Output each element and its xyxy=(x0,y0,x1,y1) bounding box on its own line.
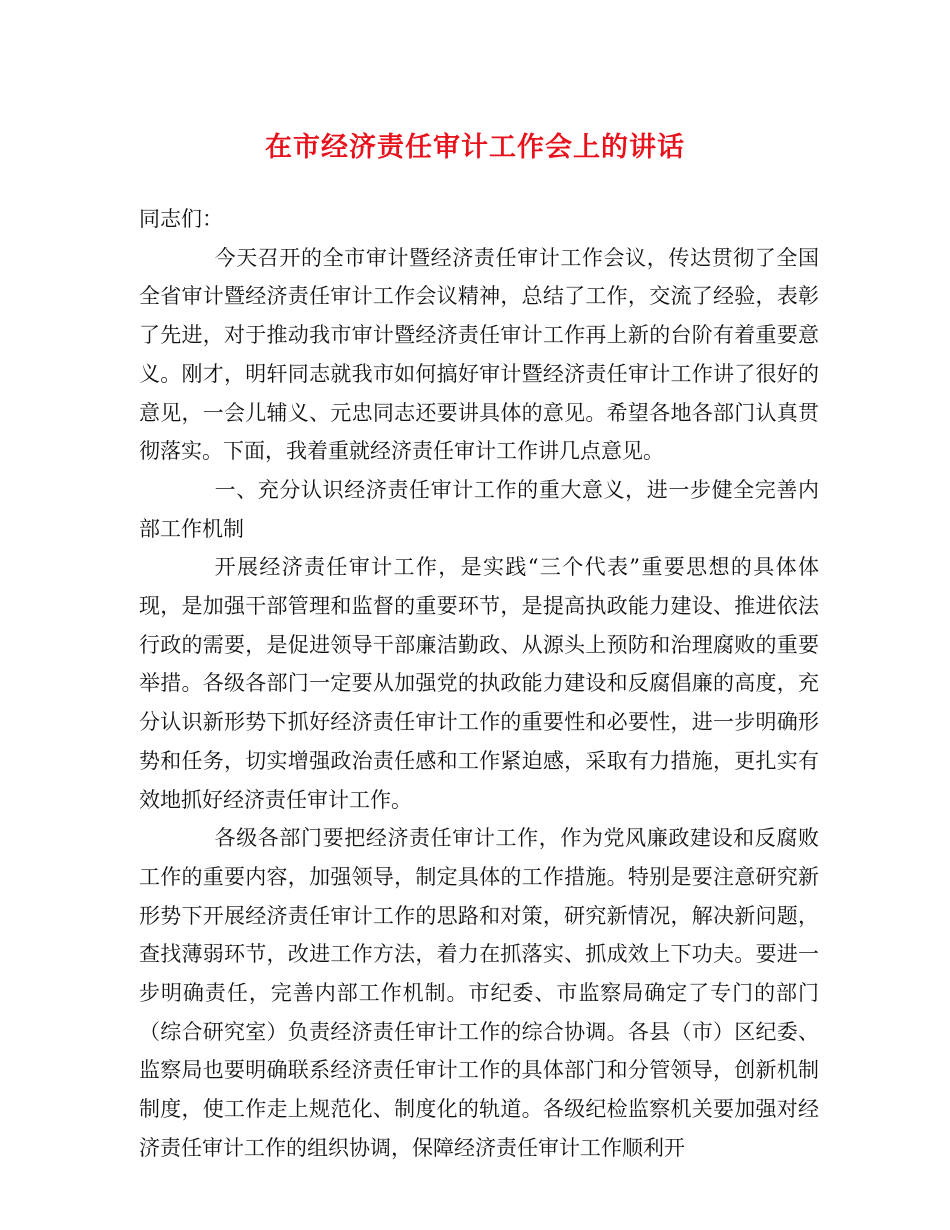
document-body xyxy=(139,200,819,1168)
paragraph-mechanism: 各级各部门要把经济责任审计工作，作为党风廉政建设和反腐败工作的重要内容，加强领导，制定具体的工作措施。特别是要注意研究新形势下开展经济责任审计工作的思路和对策，研究新情况，解决新问题，查找薄弱环节，改进工作方法，着力在抓落实、抓成效上下功夫。要进一步明确责任，完善内部工作机制。市纪委、市监察局确定了专门的部门（综合研究室）负责经济责任审计工作的综合协调。各县（市）区纪委、监察局也要明确联系经济责任审计工作的具体部门和分管领导，创新机制制度，使工作走上规范化、制度化的轨道。各级纪检监察机关要加强对经济责任审计工作的组织协调，保障经济责任审计工作顺利开 xyxy=(139,826,819,1160)
paragraph-intro: 今天召开的全市审计暨经济责任审计工作会议，传达贯彻了全国全省审计暨经济责任审计工作会议精神，总结了工作，交流了经验，表彰了先进，对于推动我市审计暨经济责任审计工作再上新的台阶有着重要意义。刚才，明轩同志就我市如何搞好审计暨经济责任审计工作讲了很好的意见，一会儿辅义、元忠同志还要讲具体的意见。希望各地各部门认真贯彻落实。下面，我着重就经济责任审计工作讲几点意见。 xyxy=(139,245,819,464)
section-heading-1: 一、充分认识经济责任审计工作的重大意义，进一步健全完善内部工作机制 xyxy=(139,477,819,541)
paragraph-significance: 开展经济责任审计工作，是实践“三个代表”重要思想的具体体现，是加强干部管理和监督的重要环节，是提高执政能力建设、推进依法行政的需要，是促进领导干部廉洁勤政、从源头上预防和治理腐败的重要举措。各级各部门一定要从加强党的执政能力建设和反腐倡廉的高度，充分认识新形势下抓好经济责任审计工作的重要性和必要性，进一步明确形势和任务，切实增强政治责任感和工作紧迫感，采取有力措施，更扎实有效地抓好经济责任审计工作。 xyxy=(139,555,819,812)
document-title: 在市经济责任审计工作会上的讲话 xyxy=(265,132,685,163)
salutation: 同志们： xyxy=(139,207,223,231)
